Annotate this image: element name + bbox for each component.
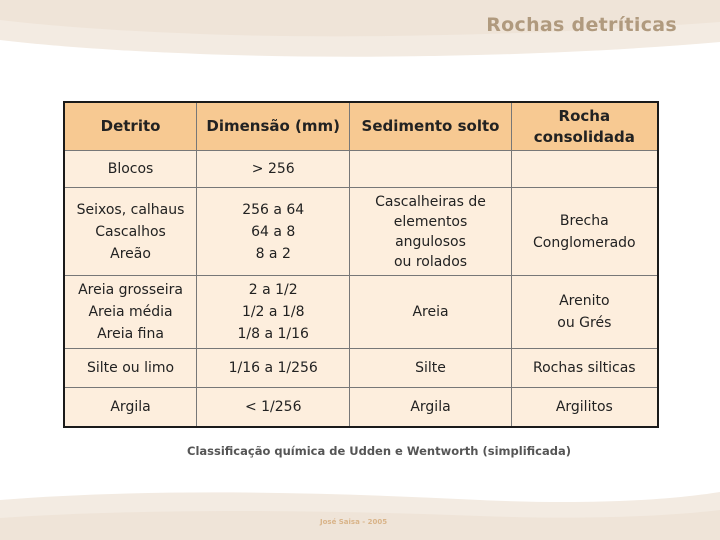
cell-rocha xyxy=(511,151,658,188)
slide-footer: José Saisa - 2005 xyxy=(320,518,388,526)
cell-dimensao xyxy=(197,188,350,276)
bottom-decorative-band xyxy=(0,470,720,540)
cell-line: Seixos, calhaus xyxy=(76,201,185,218)
cell-line: angulosos xyxy=(395,233,466,250)
cell-line: Blocos xyxy=(107,161,154,177)
cell-sedimento xyxy=(350,151,511,188)
table-row xyxy=(64,349,658,388)
cell-line: Areia fina xyxy=(97,326,164,342)
cell-rocha xyxy=(511,188,658,276)
cell-rocha xyxy=(511,276,658,349)
cell-line: Arenito xyxy=(559,293,610,309)
cell-detrito xyxy=(64,388,197,428)
cell-line: 1/8 a 1/16 xyxy=(237,326,309,342)
cell-line: < 1/256 xyxy=(244,399,302,415)
cell-sedimento xyxy=(350,388,511,428)
cell-line: ou Grés xyxy=(557,315,612,331)
cell-line: 1/16 a 1/256 xyxy=(228,360,318,376)
header-rocha xyxy=(511,102,658,151)
slide-title: Rochas detríticas xyxy=(486,14,677,36)
rock-classification-table xyxy=(63,101,659,428)
table-row xyxy=(64,388,658,428)
header-sedimento: Sedimento solto xyxy=(350,102,511,151)
cell-rocha xyxy=(511,349,658,388)
cell-line: Areia xyxy=(412,304,449,320)
cell-line: elementos xyxy=(393,213,468,230)
table-header-row xyxy=(64,102,658,151)
table-row xyxy=(64,151,658,188)
cell-sedimento xyxy=(350,349,511,388)
cell-line: 2 a 1/2 xyxy=(248,282,298,298)
cell-sedimento xyxy=(350,188,511,276)
cell-dimensao xyxy=(197,276,350,349)
table-caption: Classificação química de Udden e Wentworth (simplificada) xyxy=(187,444,571,458)
cell-detrito xyxy=(64,188,197,276)
cell-detrito xyxy=(64,276,197,349)
cell-line: Argila xyxy=(410,399,451,415)
cell-line: Argila xyxy=(110,399,151,415)
cell-line: 8 a 2 xyxy=(255,245,291,262)
cell-line: Rochas silticas xyxy=(533,360,636,376)
cell-line: Cascalhos xyxy=(95,223,166,240)
cell-line: 64 a 8 xyxy=(251,223,296,240)
cell-line: Cascalheiras de xyxy=(375,193,486,210)
cell-line: Argilitos xyxy=(555,399,613,415)
table-row xyxy=(64,276,658,349)
cell-line: Conglomerado xyxy=(533,234,636,251)
cell-detrito xyxy=(64,349,197,388)
cell-detrito xyxy=(64,151,197,188)
header-dimensao: Dimensão (mm) xyxy=(197,102,350,151)
cell-line: 256 a 64 xyxy=(242,201,305,218)
header-detrito: Detrito xyxy=(64,102,197,151)
cell-line: Areia grosseira xyxy=(78,282,183,298)
cell-sedimento xyxy=(350,276,511,349)
cell-line: ou rolados xyxy=(393,253,468,270)
cell-line: > 256 xyxy=(251,161,295,177)
cell-line: Brecha xyxy=(559,212,609,229)
cell-dimensao xyxy=(197,349,350,388)
table-row xyxy=(64,188,658,276)
cell-line: Silte xyxy=(415,360,446,376)
cell-dimensao xyxy=(197,388,350,428)
cell-dimensao xyxy=(197,151,350,188)
header-rocha-line: Rocha consolidada xyxy=(533,106,635,146)
cell-line: Areão xyxy=(110,245,151,262)
cell-line: 1/2 a 1/8 xyxy=(241,304,305,320)
cell-line: Areia média xyxy=(88,304,173,320)
cell-rocha xyxy=(511,388,658,428)
cell-line: Silte ou limo xyxy=(86,360,175,376)
